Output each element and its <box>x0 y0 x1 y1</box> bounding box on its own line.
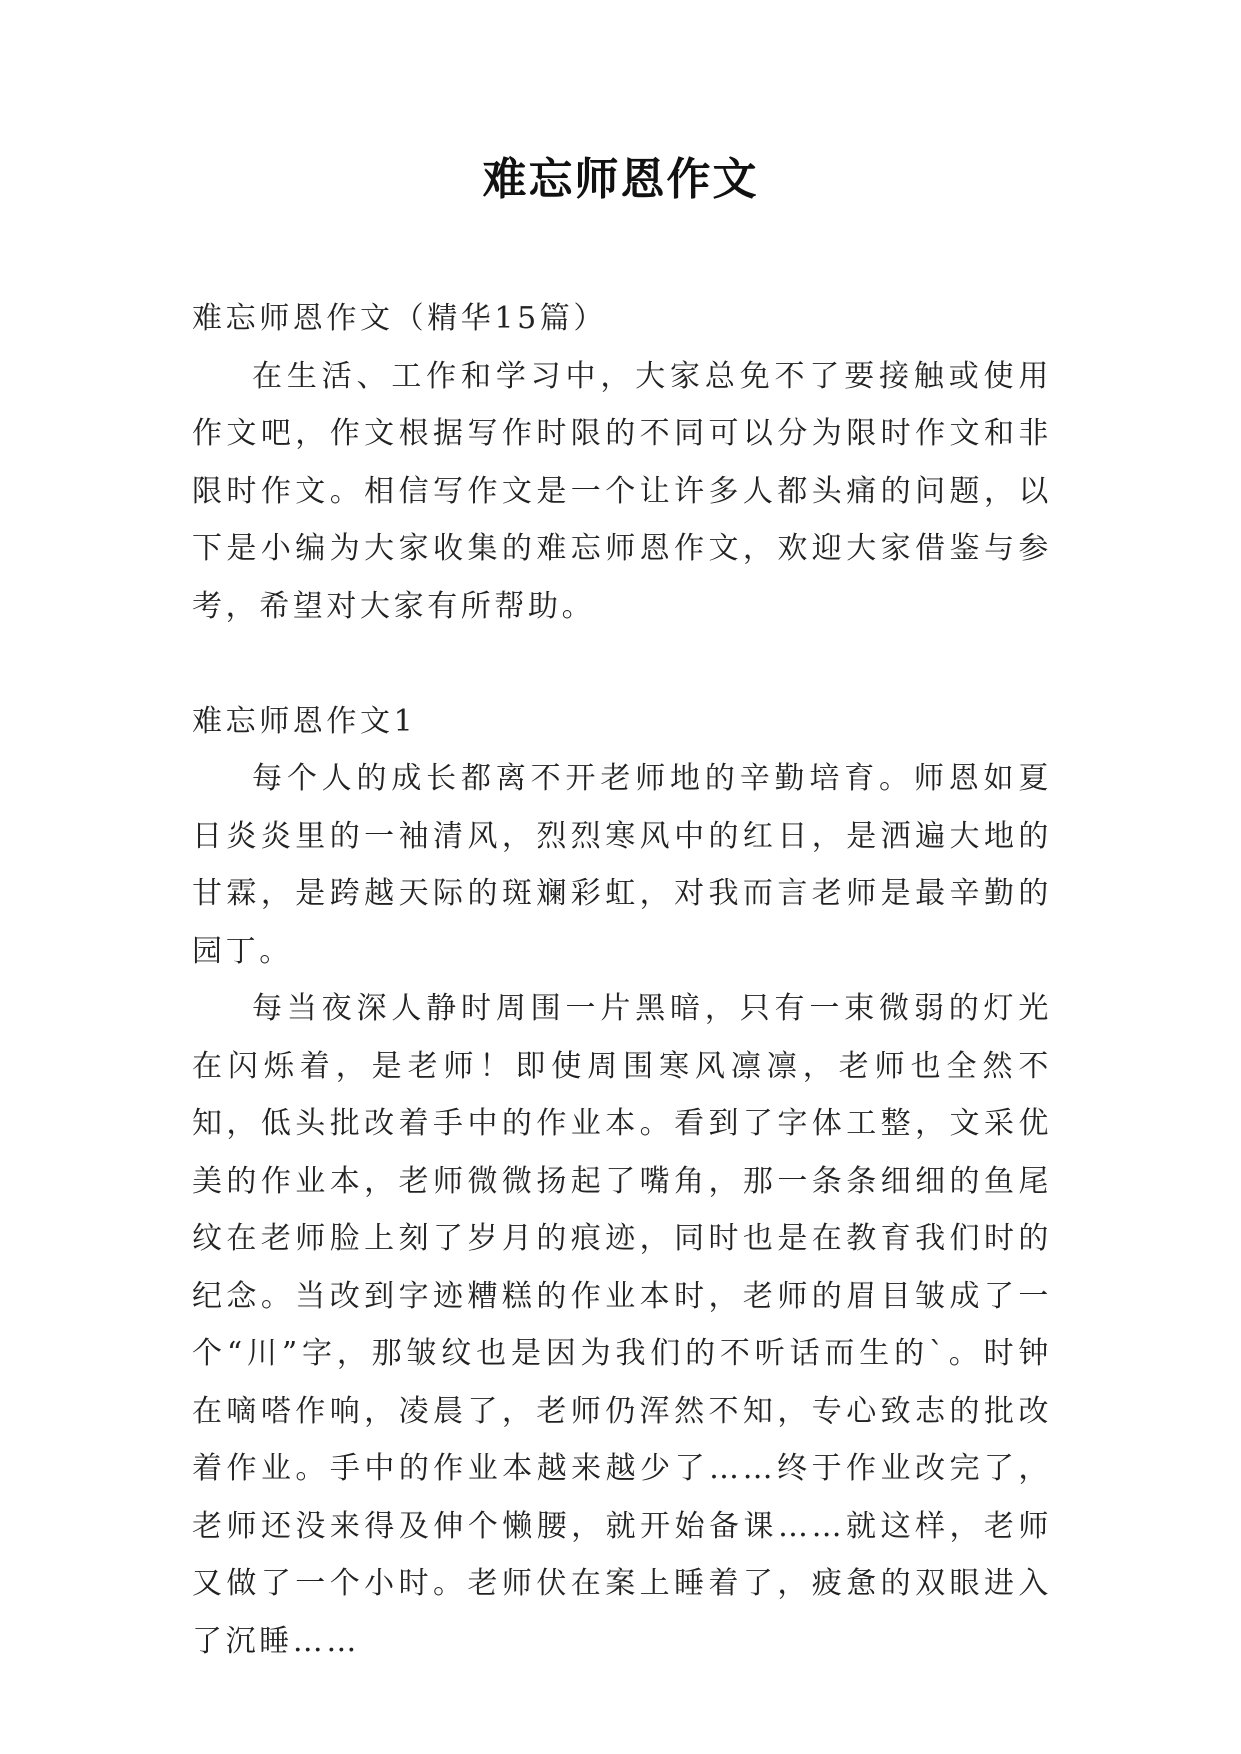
body-paragraph: 每个人的成长都离不开老师地的辛勤培育。师恩如夏日炎炎里的一袖清风，烈烈寒风中的红日，是洒遍大地的甘霖，是跨越天际的斑斓彩虹，对我而言老师是最辛勤的园丁。 <box>192 761 1052 969</box>
section-spacer <box>192 635 1052 693</box>
body-paragraph: 每当夜深人静时周围一片黑暗，只有一束微弱的灯光在闪烁着，是老师！即使周围寒风凛凛，老师也全然不知，低头批改着手中的作业本。看到了字体工整，文采优美的作业本，老师微微扬起了嘴角，那一条条细细的鱼尾纹在老师脸上刻了岁月的痕迹，同时也是在教育我们时的纪念。当改到字迹糟糕的作业本时，老师的眉目皱成了一个“川”字，那皱纹也是因为我们的不听话而生的`。时钟在嘀嗒作响，凌晨了，老师仍浑然不知，专心致志的批改着作业。手中的作业本越来越少了……终于作业改完了，老师还没来得及伸个懒腰，就开始备课……就这样，老师又做了一个小时。老师伏在案上睡着了，疲惫的双眼进入了沉睡…… <box>192 991 1052 1659</box>
section-heading: 难忘师恩作文1 <box>192 703 417 739</box>
document-body <box>192 290 1052 1670</box>
document-title: 难忘师恩作文 <box>482 154 759 205</box>
document-subtitle: 难忘师恩作文（精华15篇） <box>192 301 607 336</box>
intro-paragraph: 在生活、工作和学习中，大家总免不了要接触或使用作文吧，作文根据写作时限的不同可以分为限时作文和非限时作文。相信写作文是一个让许多人都头痛的问题，以下是小编为大家收集的难忘师恩作文，欢迎大家借鉴与参考，希望对大家有所帮助。 <box>192 358 1052 624</box>
